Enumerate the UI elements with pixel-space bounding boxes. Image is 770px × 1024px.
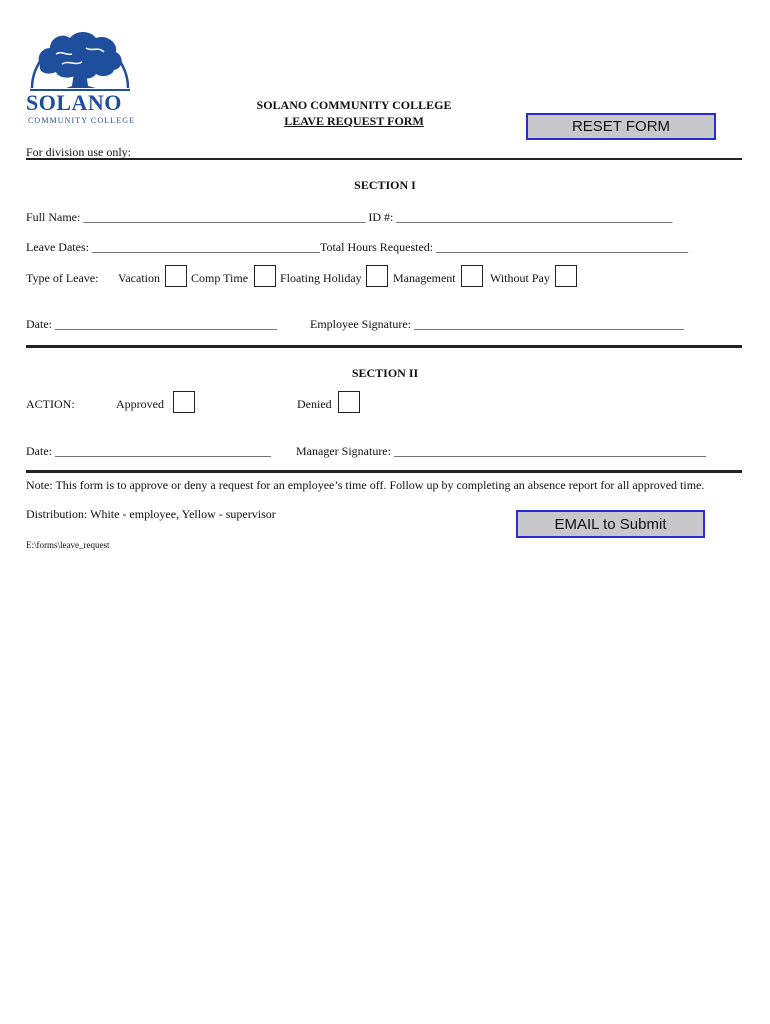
approved-checkbox[interactable] xyxy=(173,391,195,413)
distribution-text: Distribution: White - employee, Yellow - supervisor xyxy=(26,507,276,521)
logo-subtitle: COMMUNITY COLLEGE xyxy=(28,116,136,125)
logo-wordmark: SOLANO xyxy=(26,90,122,115)
denied-label: Denied xyxy=(297,397,332,411)
denied-checkbox[interactable] xyxy=(338,391,360,413)
leave-type-comp-time-label: Comp Time xyxy=(191,271,249,285)
management-checkbox[interactable] xyxy=(461,265,483,287)
section-1-title: SECTION I xyxy=(354,178,416,192)
comp-time-checkbox[interactable] xyxy=(254,265,276,287)
leave-type-management-label: Management xyxy=(393,271,456,285)
action-label: ACTION: xyxy=(26,397,75,411)
college-name: SOLANO COMMUNITY COLLEGE xyxy=(256,98,452,112)
email-submit-button[interactable]: EMAIL to Submit xyxy=(516,510,705,538)
file-path: E:\forms\leave_request xyxy=(26,540,110,550)
type-of-leave-label: Type of Leave: xyxy=(26,271,99,285)
form-note: Note: This form is to approve or deny a request for an employee’s time off. Follow up by completing an absence report for all approved time. xyxy=(26,478,705,492)
section-2-title: SECTION II xyxy=(351,366,419,380)
reset-form-button[interactable]: RESET FORM xyxy=(526,113,716,140)
floating-holiday-checkbox[interactable] xyxy=(366,265,388,287)
full-name-id-line[interactable]: Full Name: _______________________________________________ ID #: ______________________________________________ xyxy=(26,210,673,224)
approved-label: Approved xyxy=(116,397,164,411)
leave-dates-hours-line[interactable]: Leave Dates: ______________________________________Total Hours Requested: __________________________________________ xyxy=(26,240,689,254)
divider xyxy=(26,158,742,160)
vacation-checkbox[interactable] xyxy=(165,265,187,287)
leave-type-vacation-label: Vacation xyxy=(118,271,160,285)
leave-type-without-pay-label: Without Pay xyxy=(490,271,550,285)
section-divider xyxy=(26,470,742,473)
form-title: LEAVE REQUEST FORM xyxy=(284,114,424,128)
section-divider xyxy=(26,345,742,348)
division-note: For division use only: xyxy=(26,145,132,159)
leave-type-floating-holiday-label: Floating Holiday xyxy=(280,271,362,285)
employee-signature-line[interactable]: Employee Signature: _____________________________________________ xyxy=(310,317,684,331)
without-pay-checkbox[interactable] xyxy=(555,265,577,287)
employee-date-line[interactable]: Date: _____________________________________ xyxy=(26,317,277,331)
oak-tree-icon xyxy=(26,26,136,96)
manager-date-line[interactable]: Date: ____________________________________ xyxy=(26,444,271,458)
manager-signature-line[interactable]: Manager Signature: ____________________________________________________ xyxy=(296,444,706,458)
